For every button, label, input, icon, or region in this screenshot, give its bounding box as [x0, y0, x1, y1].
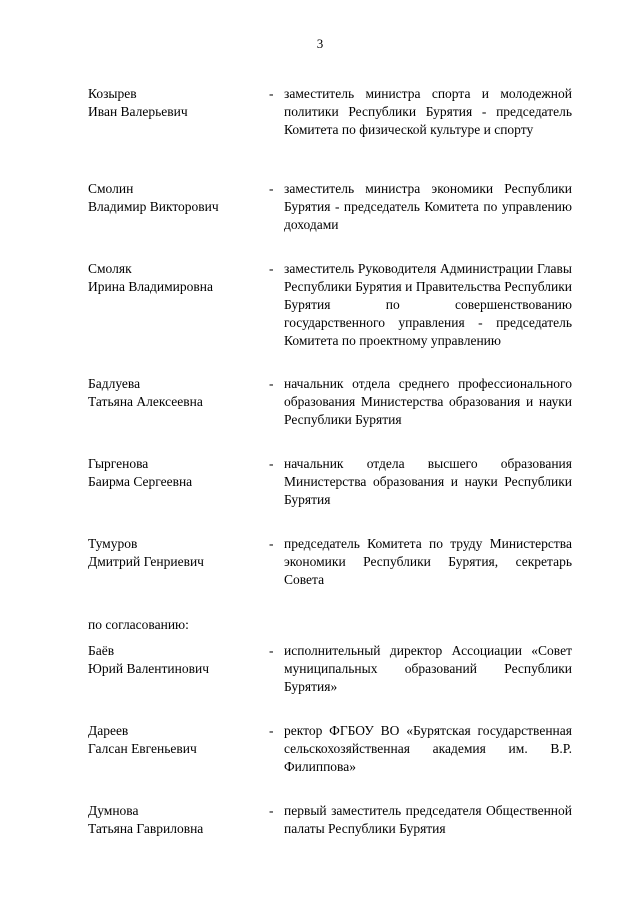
dash-separator: - — [269, 536, 274, 551]
member-surname: Баёв — [88, 643, 115, 658]
member-given-name: Татьяна Гавриловна — [88, 821, 204, 836]
member-name — [88, 85, 263, 121]
member-name — [88, 375, 263, 411]
dash-separator: - — [269, 723, 274, 738]
dash-separator: - — [269, 261, 274, 276]
member-surname: Гыргенова — [88, 456, 149, 471]
member-name — [88, 180, 263, 216]
member-given-name: Владимир Викторович — [88, 199, 219, 214]
section-label-agreement: по согласованию: — [88, 617, 189, 632]
dash-separator: - — [269, 86, 274, 101]
member-role: первый заместитель председателя Общественной палаты Республики Бурятия — [284, 803, 572, 836]
member-name — [88, 722, 263, 758]
dash-separator: - — [269, 376, 274, 391]
member-role: заместитель министра спорта и молодежной политики Республики Бурятия - председатель Комитета по физической культуре и спорту — [284, 86, 572, 137]
member-given-name: Татьяна Алексеевна — [88, 394, 203, 409]
member-given-name: Ирина Владимировна — [88, 279, 214, 294]
member-name — [88, 260, 263, 296]
dash-separator: - — [269, 803, 274, 818]
dash-separator: - — [269, 456, 274, 471]
member-role: ректор ФГБОУ ВО «Бурятская государственная сельскохозяйственная академия им. В.Р. Филиппова» — [284, 723, 572, 774]
member-surname: Дареев — [88, 723, 129, 738]
dash-separator: - — [269, 181, 274, 196]
member-given-name: Галсан Евгеньевич — [88, 741, 197, 756]
member-surname: Козырев — [88, 86, 137, 101]
member-name — [88, 642, 263, 678]
member-name — [88, 535, 263, 571]
member-given-name: Дмитрий Генриевич — [88, 554, 204, 569]
member-name — [88, 455, 263, 491]
member-role: заместитель министра экономики Республики Бурятия - председатель Комитета по управлению доходами — [284, 181, 572, 232]
member-role: председатель Комитета по труду Министерства экономики Республики Бурятия, секретарь Совета — [284, 536, 572, 587]
dash-separator: - — [269, 643, 274, 658]
member-role: начальник отдела высшего образования Министерства образования и науки Республики Бурятия — [284, 456, 572, 507]
member-role: заместитель Руководителя Администрации Главы Республики Бурятия и Правительства Республики Бурятия по совершенствованию государственного управления - председатель Комитета по проектному управлению — [284, 261, 572, 348]
member-role: исполнительный директор Ассоциации «Совет муниципальных образований Республики Бурятия» — [284, 643, 572, 694]
member-given-name: Баирма Сергеевна — [88, 474, 193, 489]
page-number: 3 — [316, 36, 324, 51]
member-given-name: Иван Валерьевич — [88, 104, 188, 119]
member-surname: Смоляк — [88, 261, 132, 276]
member-name — [88, 802, 263, 838]
member-surname: Смолин — [88, 181, 134, 196]
member-role: начальник отдела среднего профессионального образования Министерства образования и науки Республики Бурятия — [284, 376, 572, 427]
member-surname: Думнова — [88, 803, 139, 818]
member-surname: Бадлуева — [88, 376, 141, 391]
member-given-name: Юрий Валентинович — [88, 661, 210, 676]
member-surname: Тумуров — [88, 536, 138, 551]
